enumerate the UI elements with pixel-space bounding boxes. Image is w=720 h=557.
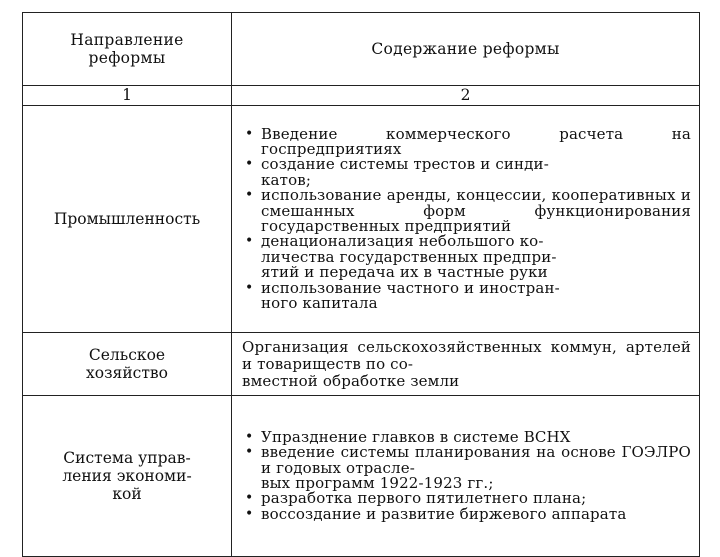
list-item: • разработка первого пятилетнего плана;	[242, 491, 691, 506]
header-content: Содержание реформы	[232, 13, 700, 86]
reform-table-container	[22, 12, 699, 557]
list-item: • использование аренды, концессии, кооперативных и смешанных форм функционирования государственных предприятий	[242, 188, 691, 234]
header-row	[23, 13, 700, 86]
management-list	[242, 427, 691, 523]
row-content-industry	[232, 106, 700, 333]
column-number-row	[23, 86, 700, 106]
list-item: • денационализация небольшого ко- личества государственных предпри- ятий и передача их в частные руки	[242, 234, 691, 280]
column-number-1: 1	[23, 86, 232, 106]
table-row-industry	[23, 106, 700, 333]
row-label-industry: Промышленность	[23, 106, 232, 333]
header-direction: Направление реформы	[23, 13, 232, 86]
list-item: • использование частного и иностран- ного капитала	[242, 281, 691, 312]
industry-list	[242, 124, 691, 313]
list-item: • воссоздание и развитие биржевого аппарата	[242, 507, 691, 522]
row-content-agriculture	[232, 333, 700, 396]
row-label-agriculture: Сельское хозяйство	[23, 333, 232, 396]
column-number-2: 2	[232, 86, 700, 106]
agriculture-text: Организация сельскохозяйственных коммун, артелей и товариществ по со- вместной обработке земли	[242, 337, 691, 390]
reform-table	[22, 12, 700, 557]
list-item: • создание системы трестов и синди- катов;	[242, 157, 691, 188]
row-label-management: Система управ- ления экономи- кой	[23, 396, 232, 557]
list-item: • введение системы планирования на основе ГОЭЛРО и годовых отрасле- вых программ 1922-1923 гг.;	[242, 445, 691, 491]
table-row-management	[23, 396, 700, 557]
table-row-agriculture	[23, 333, 700, 396]
list-item: • Упразднение главков в системе ВСНХ	[242, 430, 691, 445]
row-content-management	[232, 396, 700, 557]
list-item: • Введение коммерческого расчета на госпредприятиях	[242, 127, 691, 158]
